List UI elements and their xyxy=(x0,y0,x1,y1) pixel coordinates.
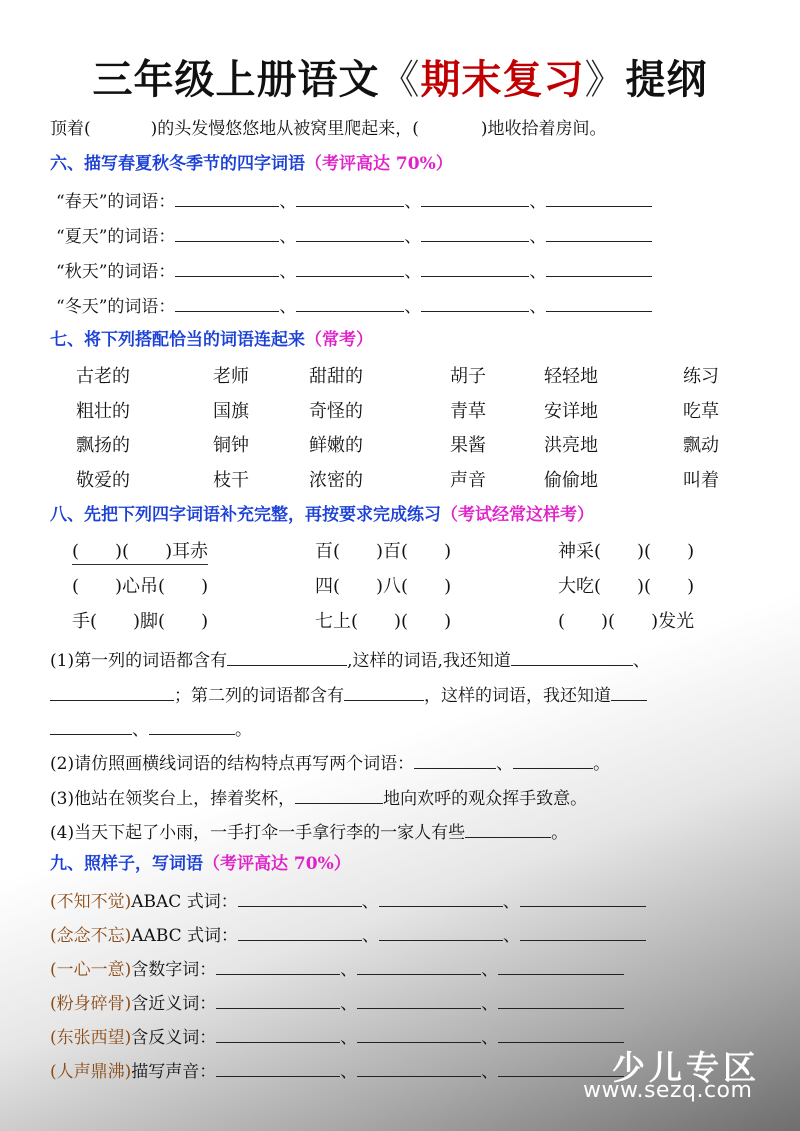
season-label: “夏天”的词语： xyxy=(56,227,176,247)
answer-blank[interactable] xyxy=(379,889,503,907)
separator: 、 xyxy=(529,297,547,317)
pattern-label: 含近义词： xyxy=(131,994,217,1014)
q1-sep: 、 xyxy=(632,651,650,671)
separator: 、 xyxy=(481,1028,499,1048)
question-3 xyxy=(50,786,587,810)
answer-blank[interactable] xyxy=(295,786,383,804)
answer-blank[interactable] xyxy=(149,717,235,735)
q2-sep: 、 xyxy=(496,754,514,774)
title-highlight: 期末复习 xyxy=(420,56,585,103)
separator: 、 xyxy=(502,892,520,912)
title-right-bracket: 》 xyxy=(584,57,626,103)
section6-note: （考评高达 70%） xyxy=(305,154,453,174)
separator: 、 xyxy=(503,926,521,946)
answer-blank[interactable] xyxy=(513,751,593,769)
q3-text-a: (3)他站在领奖台上，捧着奖杯， xyxy=(50,789,296,809)
separator: 、 xyxy=(481,994,499,1014)
match-word[interactable]: 古老的 xyxy=(76,366,130,387)
answer-blank[interactable] xyxy=(238,923,362,941)
answer-blank[interactable] xyxy=(414,751,496,769)
question-1-line-2 xyxy=(50,683,647,707)
separator: 、 xyxy=(481,960,499,980)
pattern-label: ABAC 式词： xyxy=(131,892,238,912)
example-idiom: (东张西望) xyxy=(50,1028,132,1048)
section8-title: 八、先把下列四字词语补充完整，再按要求完成练习 xyxy=(50,505,441,525)
separator: 、 xyxy=(340,1062,358,1082)
answer-blank[interactable] xyxy=(498,1025,624,1043)
word-pattern-row xyxy=(50,1059,624,1083)
separator: 、 xyxy=(340,960,358,980)
pattern-label: 描写声音： xyxy=(131,1062,217,1082)
answer-blank[interactable] xyxy=(520,923,646,941)
title-part2: 提纲 xyxy=(625,56,708,103)
match-word[interactable]: 飘扬的 xyxy=(76,435,130,456)
answer-blank[interactable] xyxy=(465,820,551,838)
word-pattern-row xyxy=(50,889,646,913)
season-label: “春天”的词语： xyxy=(56,192,176,212)
answer-blank[interactable] xyxy=(227,648,347,666)
answer-blank[interactable] xyxy=(546,189,652,207)
match-word[interactable]: 飘动 xyxy=(683,435,719,456)
idiom-fill[interactable]: 百( )百( ) xyxy=(315,541,452,562)
season-row-summer xyxy=(56,224,652,248)
answer-blank[interactable] xyxy=(296,189,404,207)
answer-blank[interactable] xyxy=(175,294,279,312)
idiom-fill[interactable]: 手( )脚( ) xyxy=(72,611,209,632)
match-word[interactable]: 偷偷地 xyxy=(544,469,598,491)
pattern-label: AABC 式词： xyxy=(131,926,239,946)
separator: 、 xyxy=(279,192,297,212)
match-word[interactable]: 粗壮的 xyxy=(76,400,130,422)
example-idiom: (人声鼎沸) xyxy=(50,1062,132,1082)
match-word[interactable]: 奇怪的 xyxy=(309,400,363,422)
answer-blank[interactable] xyxy=(344,683,424,701)
intro-middle: )的头发慢悠悠地从被窝里爬起来，( xyxy=(150,119,419,139)
section8-note: （考试经常这样考） xyxy=(441,505,594,525)
season-row-spring xyxy=(56,189,652,213)
answer-blank[interactable] xyxy=(421,259,529,277)
example-idiom: (念念不忘) xyxy=(50,926,132,946)
section7-note: （常考） xyxy=(305,330,373,350)
match-word[interactable]: 轻轻地 xyxy=(544,366,598,387)
match-word[interactable]: 声音 xyxy=(450,469,486,491)
idiom-fill[interactable]: 四( )八( ) xyxy=(315,576,452,597)
match-word[interactable]: 甜甜的 xyxy=(309,366,363,387)
answer-blank[interactable] xyxy=(216,957,340,975)
separator: 、 xyxy=(404,297,422,317)
answer-blank[interactable] xyxy=(498,957,624,975)
answer-blank[interactable] xyxy=(175,259,279,277)
q1-text-d: ；第二列的词语都含有 xyxy=(174,686,344,706)
example-idiom: (粉身碎骨) xyxy=(50,994,132,1014)
answer-blank[interactable] xyxy=(216,991,340,1009)
section7-heading xyxy=(50,329,373,351)
match-word[interactable]: 青草 xyxy=(450,400,486,422)
separator: 、 xyxy=(361,892,379,912)
season-label: “冬天”的词语： xyxy=(56,297,176,317)
separator: 、 xyxy=(340,994,358,1014)
example-idiom: (一心一意) xyxy=(50,960,132,980)
q1-text-a: (1)第一列的词语都含有 xyxy=(50,651,228,671)
idiom-fill[interactable]: 七上( )( ) xyxy=(315,611,452,632)
answer-blank[interactable] xyxy=(421,294,529,312)
page-title xyxy=(0,48,800,105)
answer-blank[interactable] xyxy=(498,1059,624,1077)
section9-title: 九、照样子，写词语 xyxy=(50,854,203,874)
separator: 、 xyxy=(404,227,422,247)
pattern-label: 含反义词： xyxy=(131,1028,217,1048)
q2-text: (2)请仿照画横线词语的结构特点再写两个词语： xyxy=(50,754,415,774)
answer-blank[interactable] xyxy=(216,1025,340,1043)
answer-blank[interactable] xyxy=(421,189,529,207)
match-word[interactable]: 鲜嫩的 xyxy=(309,435,363,456)
answer-blank[interactable] xyxy=(379,923,503,941)
answer-blank[interactable] xyxy=(546,224,652,242)
answer-blank[interactable] xyxy=(175,189,279,207)
match-word[interactable]: 国旗 xyxy=(213,400,249,422)
idiom-fill[interactable]: 神采( )( ) xyxy=(558,541,695,562)
answer-blank[interactable] xyxy=(357,991,481,1009)
idiom-fill[interactable]: ( )心吊( ) xyxy=(72,576,209,597)
example-idiom: (不知不觉) xyxy=(50,892,132,912)
section9-note: （考评高达 70%） xyxy=(203,854,351,874)
idiom-fill-underlined[interactable]: ( )( )耳赤 xyxy=(72,537,208,565)
section6-heading xyxy=(50,153,453,175)
q1-sep: 、 xyxy=(132,720,149,740)
answer-blank[interactable] xyxy=(175,224,279,242)
q4-text-a: (4)当天下起了小雨，一手打伞一手拿行李的一家人有些 xyxy=(50,823,466,843)
season-row-autumn xyxy=(56,259,652,283)
separator: 、 xyxy=(481,1062,499,1082)
separator: 、 xyxy=(362,926,380,946)
season-label: “秋天”的词语： xyxy=(56,262,176,282)
season-row-winter xyxy=(56,294,652,318)
q1-text-b: ,这样的词语,我还知道 xyxy=(347,651,511,671)
separator: 、 xyxy=(529,227,547,247)
match-word[interactable]: 果酱 xyxy=(450,435,486,456)
answer-blank[interactable] xyxy=(216,1059,340,1077)
answer-blank[interactable] xyxy=(296,259,404,277)
answer-blank[interactable] xyxy=(520,889,646,907)
answer-blank[interactable] xyxy=(238,889,362,907)
idiom-fill[interactable]: ( )( )发光 xyxy=(558,611,695,632)
answer-blank[interactable] xyxy=(511,648,633,666)
section7-title: 七、将下列搭配恰当的词语连起来 xyxy=(50,330,305,350)
q1-end: 。 xyxy=(235,720,252,740)
answer-blank[interactable] xyxy=(50,683,174,701)
answer-blank[interactable] xyxy=(611,683,647,701)
section8-heading xyxy=(50,504,594,526)
watermark-url: www.sezq.com xyxy=(583,1078,753,1103)
answer-blank[interactable] xyxy=(357,1059,481,1077)
answer-blank[interactable] xyxy=(357,957,481,975)
question-1-line-3 xyxy=(50,717,252,741)
answer-blank[interactable] xyxy=(50,717,132,735)
match-word[interactable]: 吃草 xyxy=(683,400,719,422)
question-2 xyxy=(50,751,610,775)
separator: 、 xyxy=(404,262,422,282)
match-word[interactable]: 铜钟 xyxy=(213,435,249,456)
q4-end: 。 xyxy=(551,823,569,843)
answer-blank[interactable] xyxy=(546,259,652,277)
match-word[interactable]: 安详地 xyxy=(544,400,598,422)
q1-text-e: ，这样的词语，我还知道 xyxy=(424,686,611,706)
match-word[interactable]: 洪亮地 xyxy=(544,435,598,456)
match-word[interactable]: 敬爱的 xyxy=(76,469,130,491)
idiom-fill[interactable]: 大吃( )( ) xyxy=(558,576,695,597)
answer-blank[interactable] xyxy=(296,294,404,312)
separator: 、 xyxy=(279,262,297,282)
section9-heading xyxy=(50,853,351,875)
answer-blank[interactable] xyxy=(546,294,652,312)
separator: 、 xyxy=(529,192,547,212)
answer-blank[interactable] xyxy=(357,1025,481,1043)
word-pattern-row xyxy=(50,957,624,981)
match-word[interactable]: 浓密的 xyxy=(309,469,363,491)
match-word[interactable]: 枝干 xyxy=(213,469,249,491)
word-pattern-row xyxy=(50,923,646,947)
watermark-brand: 少儿专区 xyxy=(612,1048,760,1087)
intro-suffix: )地收拾着房间。 xyxy=(480,119,607,139)
pattern-label: 含数字词： xyxy=(131,960,217,980)
q3-text-b: 地向欢呼的观众挥手致意。 xyxy=(383,789,588,809)
separator: 、 xyxy=(529,262,547,282)
question-4 xyxy=(50,820,568,844)
match-word[interactable]: 叫着 xyxy=(683,469,719,491)
match-word[interactable]: 老师 xyxy=(213,366,249,387)
separator: 、 xyxy=(340,1028,358,1048)
title-left-bracket: 《 xyxy=(379,57,421,103)
intro-sentence xyxy=(50,118,607,140)
match-word[interactable]: 胡子 xyxy=(450,366,486,387)
answer-blank[interactable] xyxy=(296,224,404,242)
match-word[interactable]: 练习 xyxy=(683,366,719,387)
section6-title: 六、描写春夏秋冬季节的四字词语 xyxy=(50,154,305,174)
answer-blank[interactable] xyxy=(421,224,529,242)
intro-prefix: 顶着( xyxy=(50,119,91,139)
q2-end: 。 xyxy=(593,754,611,774)
separator: 、 xyxy=(279,227,297,247)
word-pattern-row xyxy=(50,1025,624,1049)
question-1-line-1 xyxy=(50,648,650,672)
separator: 、 xyxy=(279,297,297,317)
separator: 、 xyxy=(404,192,422,212)
answer-blank[interactable] xyxy=(498,991,624,1009)
title-part1: 三年级上册语文 xyxy=(92,56,380,103)
word-pattern-row xyxy=(50,991,624,1015)
